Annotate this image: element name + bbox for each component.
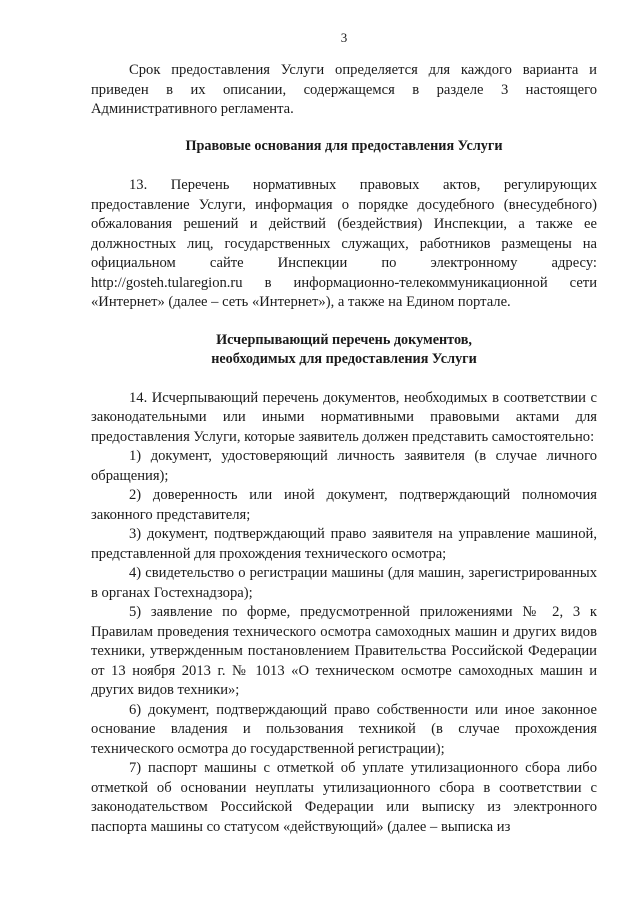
heading-line: Исчерпывающий перечень документов, — [216, 331, 472, 348]
page-number: 3 — [340, 30, 348, 45]
paragraph-13: 13. Перечень нормативных правовых актов, регулирующих предоставление Услуги, информация о порядке досудебного (внесудебного) обжалования решений и действий (бездействия) Инспекции, а также ее должностных лиц, государственных служащих, работников размещены на официальном сайте Инспекции по электронному адресу: http://gosteh.tularegion.ru в информационно-телекоммуникационной сети «Интернет» (далее – сеть «Интернет»), а также на Едином портале. — [91, 177, 597, 310]
list-item: 3) документ, подтверждающий право заявителя на управление машиной, представленной для прохождения технического осмотра; — [91, 526, 597, 562]
section-heading-documents — [91, 331, 597, 370]
list-item: 5) заявление по форме, предусмотренной приложениями № 2, 3 к Правилам проведения технического осмотра самоходных машин и других видов техники, утвержденным постановлением Правительства Российской Федерации от 13 ноября 2013 г. № 1013 «О техническом осмотре самоходных машин и других видов техники»; — [91, 604, 597, 698]
list-item: 1) документ, удостоверяющий личность заявителя (в случае личного обращения); — [91, 448, 597, 484]
heading-line: необходимых для предоставления Услуги — [211, 351, 477, 367]
list-item: 2) доверенность или иной документ, подтверждающий полномочия законного представителя; — [91, 487, 597, 523]
document-body — [91, 61, 597, 837]
section-heading-legal-basis: Правовые основания для предоставления Услуги — [185, 137, 503, 154]
list-item: 4) свидетельство о регистрации машины (для машин, зарегистрированных в органах Гостехнадзора); — [91, 565, 597, 601]
intro-paragraph: Срок предоставления Услуги определяется для каждого варианта и приведен в их описании, содержащемся в разделе 3 настоящего Административного регламента. — [91, 62, 597, 117]
list-item: 7) паспорт машины с отметкой об уплате утилизационного сбора либо отметкой об основании неуплаты утилизационного сбора в соответствии с законодательством Российской Федерации или выписку из электронного паспорта машины со статусом «действующий» (далее – выписка из — [91, 760, 597, 835]
list-item: 6) документ, подтверждающий право собственности или иное законное основание владения и пользования техникой (в случае прохождения технического осмотра до государственной регистрации); — [91, 701, 597, 757]
paragraph-14: 14. Исчерпывающий перечень документов, необходимых в соответствии с законодательными или иными нормативными правовыми актами для предоставления Услуги, которые заявитель должен представить самостоятельно: — [91, 389, 597, 445]
